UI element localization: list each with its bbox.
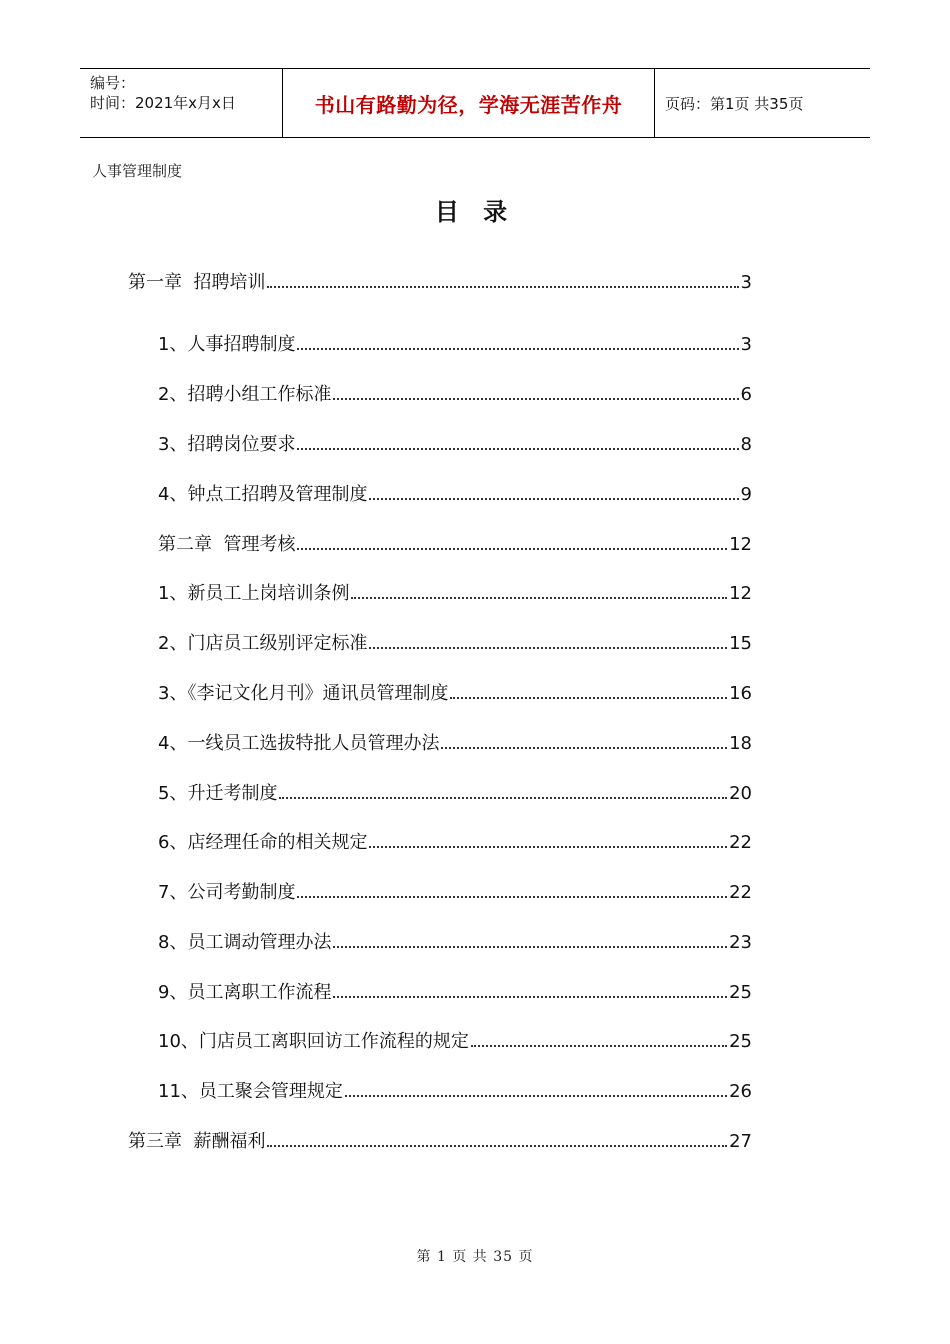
toc-title: 目 录 bbox=[434, 198, 516, 226]
toc-entry-chapter-1[interactable] bbox=[128, 270, 752, 296]
toc-entry-label: 2、门店员工级别评定标准 bbox=[158, 633, 368, 654]
toc-entry[interactable] bbox=[158, 332, 752, 358]
toc-entry-page: 25 bbox=[729, 1031, 752, 1052]
toc-entry-page: 15 bbox=[729, 633, 752, 654]
toc-entry-label: 11、员工聚会管理规定 bbox=[158, 1081, 343, 1102]
toc-entry[interactable] bbox=[158, 432, 752, 458]
toc-entry-label: 10、门店员工离职回访工作流程的规定 bbox=[158, 1031, 469, 1052]
toc-entry-label: 5、升迁考制度 bbox=[158, 783, 278, 804]
toc-entry-label: 第一章 招聘培训 bbox=[128, 272, 266, 293]
toc-entry-page: 22 bbox=[729, 832, 752, 853]
date-label: 时间：2021年x月x日 bbox=[90, 94, 236, 112]
toc-entry[interactable] bbox=[158, 830, 752, 856]
toc-entry[interactable] bbox=[158, 781, 752, 807]
toc-entry-chapter-2[interactable] bbox=[158, 532, 752, 558]
toc-entry-page: 16 bbox=[729, 683, 752, 704]
toc-leader-dots bbox=[297, 896, 727, 898]
toc-entry-label: 9、员工离职工作流程 bbox=[158, 982, 332, 1003]
toc-entry[interactable] bbox=[158, 681, 752, 707]
toc-entry-label: 3、《李记文化月刊》通讯员管理制度 bbox=[158, 683, 449, 704]
toc-leader-dots bbox=[267, 286, 738, 288]
toc-leader-dots bbox=[369, 498, 738, 500]
header-meta bbox=[80, 69, 282, 137]
toc-entry-page: 20 bbox=[729, 783, 752, 804]
toc-entry-page: 8 bbox=[740, 434, 752, 455]
toc-entry-label: 2、招聘小组工作标准 bbox=[158, 384, 332, 405]
toc-entry[interactable] bbox=[158, 631, 752, 657]
toc-entry-label: 7、公司考勤制度 bbox=[158, 882, 296, 903]
toc-entry-page: 18 bbox=[729, 733, 752, 754]
toc-entry-page: 26 bbox=[729, 1081, 752, 1102]
toc-entry[interactable] bbox=[158, 980, 752, 1006]
toc-entry-page: 27 bbox=[729, 1131, 752, 1152]
toc-leader-dots bbox=[345, 1095, 727, 1097]
toc-entry-page: 9 bbox=[740, 484, 752, 505]
toc-entry[interactable] bbox=[158, 581, 752, 607]
toc-entry-label: 1、新员工上岗培训条例 bbox=[158, 583, 350, 604]
toc-leader-dots bbox=[297, 448, 738, 450]
document-label: 人事管理制度 bbox=[92, 162, 183, 180]
toc-leader-dots bbox=[333, 996, 727, 998]
toc-entry-label: 6、店经理任命的相关规定 bbox=[158, 832, 368, 853]
toc-entry-label: 8、员工调动管理办法 bbox=[158, 932, 332, 953]
toc-entry[interactable] bbox=[158, 880, 752, 906]
toc-entry-page: 22 bbox=[729, 882, 752, 903]
toc-entry[interactable] bbox=[158, 482, 752, 508]
toc-entry[interactable] bbox=[158, 382, 752, 408]
toc-entry[interactable] bbox=[158, 731, 752, 757]
toc-leader-dots bbox=[297, 548, 727, 550]
toc-leader-dots bbox=[333, 398, 738, 400]
toc-entry-page: 25 bbox=[729, 982, 752, 1003]
toc-entry-page: 12 bbox=[729, 583, 752, 604]
toc-leader-dots bbox=[369, 647, 727, 649]
toc-entry-label: 3、招聘岗位要求 bbox=[158, 434, 296, 455]
toc-entry-chapter-3[interactable] bbox=[128, 1129, 752, 1155]
toc-leader-dots bbox=[279, 797, 727, 799]
toc-entry-label: 4、钟点工招聘及管理制度 bbox=[158, 484, 368, 505]
toc-leader-dots bbox=[297, 348, 738, 350]
header-motto: 书山有路勤为径，学海无涯苦作舟 bbox=[282, 69, 655, 137]
toc-entry-label: 第三章 薪酬福利 bbox=[128, 1131, 266, 1152]
toc-entry-page: 6 bbox=[740, 384, 752, 405]
toc-leader-dots bbox=[333, 946, 727, 948]
toc-leader-dots bbox=[369, 846, 727, 848]
page-footer: 第 1 页 共 35 页 bbox=[416, 1249, 534, 1265]
toc-entry-page: 12 bbox=[729, 534, 752, 555]
header-page-info: 页码：第1页 共35页 bbox=[665, 94, 804, 113]
toc-entry-label: 4、一线员工选拔特批人员管理办法 bbox=[158, 733, 440, 754]
toc-entry[interactable] bbox=[158, 1029, 752, 1055]
toc-entry-label: 第二章 管理考核 bbox=[158, 534, 296, 555]
toc-entry-page: 3 bbox=[740, 334, 752, 355]
number-label: 编号： bbox=[90, 74, 136, 92]
header-table bbox=[80, 68, 870, 138]
toc-entry-label: 1、人事招聘制度 bbox=[158, 334, 296, 355]
toc-leader-dots bbox=[351, 597, 727, 599]
toc-entry-page: 23 bbox=[729, 932, 752, 953]
toc-leader-dots bbox=[441, 747, 727, 749]
toc-leader-dots bbox=[450, 697, 727, 699]
toc-entry[interactable] bbox=[158, 930, 752, 956]
toc-entry-page: 3 bbox=[740, 272, 752, 293]
toc-leader-dots bbox=[471, 1045, 727, 1047]
toc-entry[interactable] bbox=[158, 1079, 752, 1105]
toc-leader-dots bbox=[267, 1145, 727, 1147]
